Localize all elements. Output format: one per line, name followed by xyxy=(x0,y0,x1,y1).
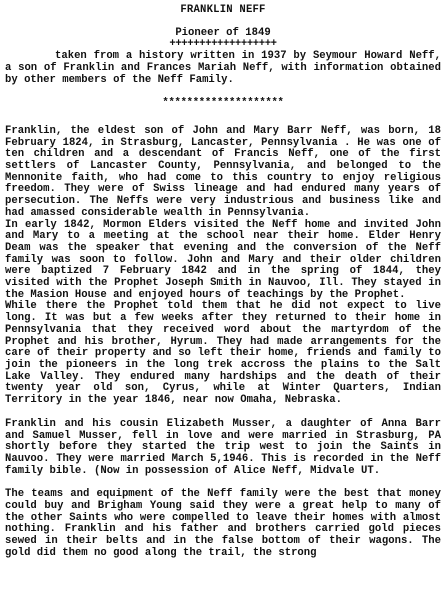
document-title: FRANKLIN NEFF xyxy=(180,4,266,16)
document-page xyxy=(5,0,441,560)
source-note: taken from a history written in 1937 by Seymour Howard Neff, a son of Franklin and Frances Mariah Neff, with information obtained by other members of the Neff Family. xyxy=(5,50,441,86)
star-divider: ******************** xyxy=(162,97,284,110)
document-subtitle: Pioneer of 1849 xyxy=(175,26,271,39)
paragraph-conversion: In early 1842, Mormon Elders visited the Neff home and invited John and Mary to a meeting at the school near their home. Elder Henry Deam was the speaker that evening and the conversion of the Neff family was soon to follow. John and Mary and their older children were baptized 7 February 1842 and in the spring of 1844, they visited with the Prophet Joseph Smith in Nauvoo, Ill. They stayed in the Masion House and enjoyed hours of teachings by the Prophet. xyxy=(5,218,441,301)
paragraph-martyrdom: While there the Prophet told them that he did not expect to live long. It was but a few weeks after they returned to their home in Pennsylvania that they received word about the martyrdom of the Prophet and his brother, Hyrum. They had made arrangements for the care of their property and so left their home, friends and family to join the pioneers in the long trek accross the plains to the Salt Lake Valley. They endured many hardships and the death of their twenty year old son, Cyrus, while at Winter Quarters, Indian Territory in the year 1846, near now Omaha, Nebraska. xyxy=(5,300,441,407)
plus-divider: ++++++++++++++++++ xyxy=(169,38,277,51)
paragraph-equipment: The teams and equipment of the Neff family were the best that money could buy and Brigham Young said they were a great help to many of the other Saints who were compelled to leave their homes with almost nothing. Franklin and his father and brothers carried gold pieces sewed in their belts and in the false bottom of their wagons. The gold did them no good along the trail, the strong xyxy=(5,488,441,559)
paragraph-marriage: Franklin and his cousin Elizabeth Musser, a daughter of Anna Barr and Samuel Musser, fell in love and were married in Strasburg, PA shortly before they started the trip west to join the Saints in Nauvoo. They were married March 5,1946. This is recorded in the Neff family bible. (Now in possession of Alice Neff, Midvale UT. xyxy=(5,417,441,477)
paragraph-birth: Franklin, the eldest son of John and Mary Barr Neff, was born, 18 February 1824, in Strasburg, Lancaster, Pennsylvania . He was one of ten children and a descendant of Francis Neff, one of the first settlers of Lancaster County, Pennsylvania, and belonged to the Mennonite faith, who had come to this country to enjoy religious freedom. They were of Swiss lineage and had endured many years of persecution. The Neffs were very industrious and business like and had amassed considerable wealth in Pennsylvania. xyxy=(5,124,441,219)
